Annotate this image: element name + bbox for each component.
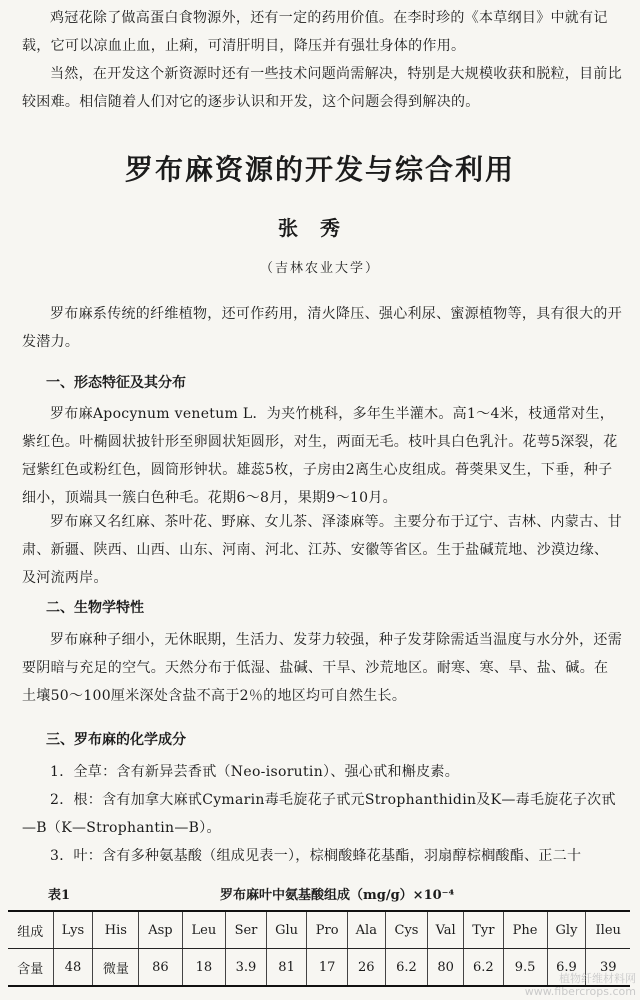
table-cell: 17 [307,949,347,987]
table-column-header: Val [428,911,464,949]
abstract-paragraph: 罗布麻系传统的纤维植物，还可作药用，清火降压、强心利尿、蜜源植物等，具有很大的开发潜力。 [22,306,622,350]
table-column-header: Leu [182,911,226,949]
table-cell: 9.5 [503,949,547,987]
watermark-line-1: 植物纤维材料网 [559,972,636,985]
table-cell: 6.2 [464,949,504,987]
table-row-label: 组成 [8,911,53,949]
table-cell: 80 [428,949,464,987]
table-cell: 6.9 [547,949,586,987]
chemistry-item-leaf: 3．叶：含有多种氨基酸（组成见表一），棕榈酸蜂花基酯，羽扇醇棕榈酸酯、正二十 [50,848,582,864]
table-column-header: Ser [226,911,267,949]
table-header-row [8,911,630,949]
section-heading-morphology: 一、形态特征及其分布 [46,375,186,391]
table-column-header: Ala [347,911,385,949]
table-row-label: 含量 [8,949,53,987]
author-affiliation: （吉林农业大学） [259,261,380,276]
intro-paragraph-2: 当然，在开发这个新资源时还有一些技术问题尚需解决，特别是大规模收获和脱粒，目前比较困难。相信随着人们对它的逐步认识和开发，这个问题会得到解决的。 [22,66,622,110]
chemistry-item-whole-plant: 1．全草：含有新异芸香甙（Neo-isorutin）、强心甙和槲皮素。 [50,764,460,780]
table-column-header: Asp [139,911,182,949]
table-column-header: Tyr [464,911,504,949]
table-column-header: Lys [53,911,93,949]
table-cell: 26 [347,949,385,987]
site-watermark [525,972,636,998]
section-heading-biology: 二、生物学特性 [46,600,144,616]
table-column-header: Phe [503,911,547,949]
table-column-header: Glu [266,911,307,949]
table-column-header: Ileu [586,911,630,949]
table-cell: 48 [53,949,93,987]
table-cell: 18 [182,949,226,987]
biology-paragraph: 罗布麻种子细小，无休眠期，生活力、发芽力较强，种子发芽除需适当温度与水分外，还需要阴暗与充足的空气。天然分布于低湿、盐碱、干旱、沙荒地区。耐寒、寒、旱、盐、碱。在土壤50～100厘米深处含盐不高于2％的地区均可自然生长。 [22,632,622,704]
table-cell: 39 [586,949,630,987]
table-cell: 6.2 [385,949,427,987]
table-column-header: Pro [307,911,347,949]
table-column-header: Gly [547,911,586,949]
watermark-line-2: www.fibercrops.com [524,985,636,998]
section-heading-chemistry: 三、罗布麻的化学成分 [46,732,186,748]
table-cell: 81 [266,949,307,987]
article-title: 罗布麻资源的开发与综合利用 [124,153,515,186]
distribution-paragraph: 罗布麻又名红麻、茶叶花、野麻、女儿茶、泽漆麻等。主要分布于辽宁、吉林、内蒙古、甘肃、新疆、陕西、山西、山东、河南、河北、江苏、安徽等省区。生于盐碱荒地、沙漠边缘、及河流两岸。 [22,514,622,586]
table-cell: 微量 [93,949,139,987]
table-caption [40,880,600,906]
table-column-header: Cys [385,911,427,949]
table-column-header: His [93,911,139,949]
intro-paragraph-1: 鸡冠花除了做高蛋白食物源外，还有一定的药用价值。在李时珍的《本草纲目》中就有记载，它可以凉血止血，止痢，可清肝明目，降压并有强壮身体的作用。 [22,10,608,54]
table-number: 表1 [48,888,71,903]
morphology-paragraph: 罗布麻Apocynum venetum L．为夹竹桃科，多年生半灌木。高1～4米，枝通常对生，紫红色。叶椭圆状披针形至卵圆状矩圆形，对生，两面无毛。枝叶具白色乳汁。花萼5深裂，花冠紫红色或粉红色，圆筒形钟状。雄蕊5枚，子房由2离生心皮组成。蓇葖果叉生，下垂，种子细小，顶端具一簇白色种毛。花期6～8月，果期9～10月。 [22,406,618,506]
table-title: 罗布麻叶中氨基酸组成（mg/g）×10⁻⁴ [220,888,455,903]
chemistry-item-root: 2．根：含有加拿大麻甙Cymarin毒毛旋花子甙元Strophanthidin及K—毒毛旋花子次甙—B（K—Strophantin—B）。 [22,792,616,836]
table-cell: 86 [139,949,182,987]
article-author: 张秀 [278,216,362,240]
table-cell: 3.9 [226,949,267,987]
